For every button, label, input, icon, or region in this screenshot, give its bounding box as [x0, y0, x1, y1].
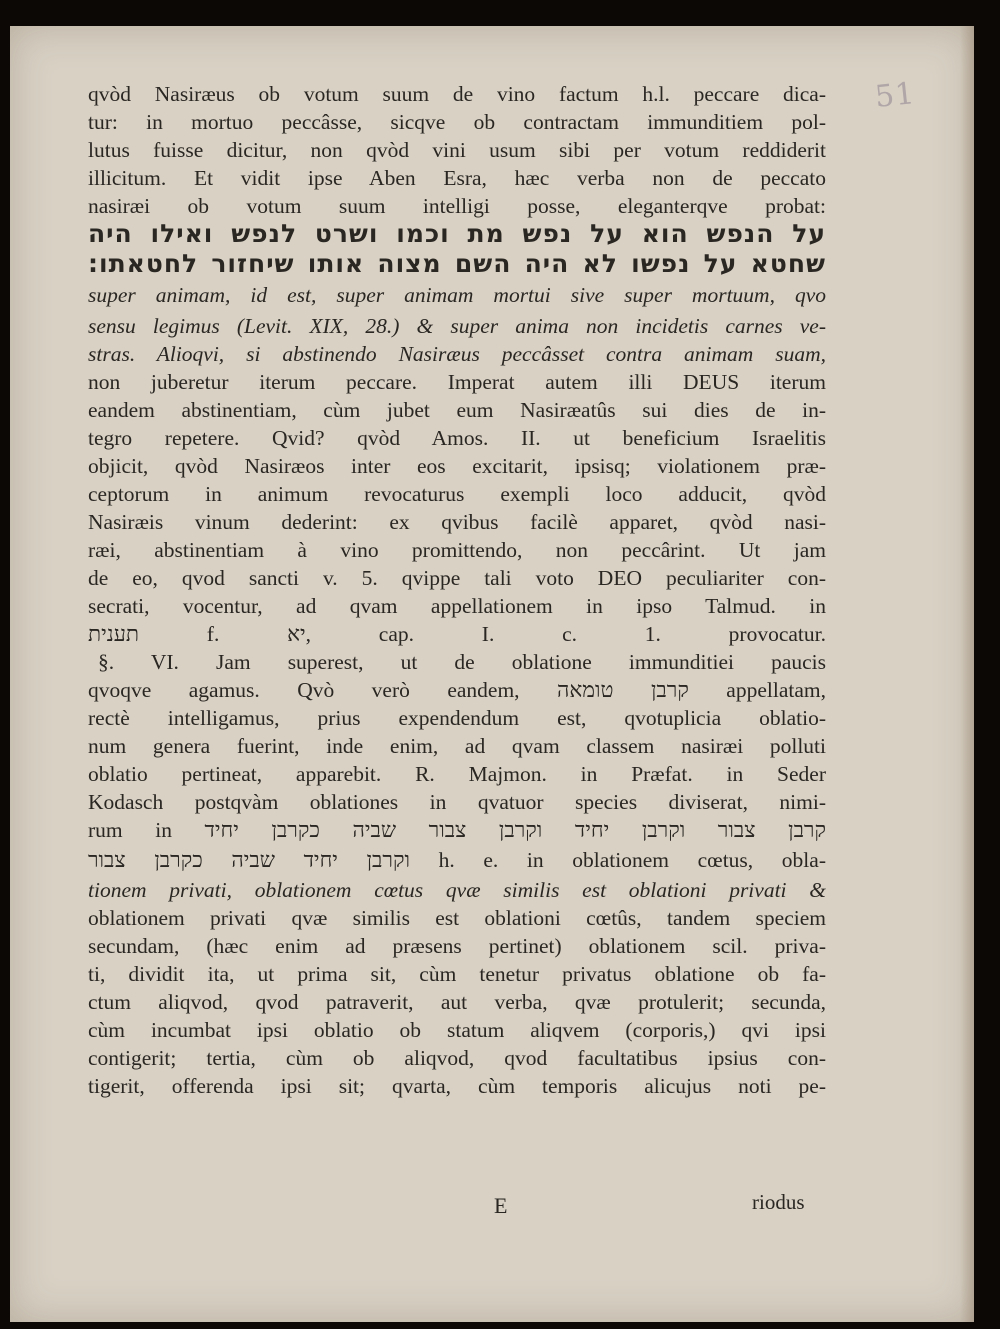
text-line: tegro repetere. Qvid? qvòd Amos. II. ut beneficium Israelitis	[88, 426, 826, 450]
text-line: de eo, qvod sancti v. 5. qvippe tali voto DEO peculiariter con-	[88, 566, 826, 590]
text-line: sensu legimus (Levit. XIX, 28.) & super anima non incidetis carnes ve-	[88, 314, 826, 338]
text-line: tionem privati, oblationem cœtus qvæ similis est oblationi privati &	[88, 878, 826, 902]
text-line: וקרבן יחיד שביה כקרבן צבור h. e. in oblationem cœtus, obla-	[88, 848, 826, 872]
catchword: riodus	[752, 1190, 805, 1214]
signature-mark: E	[494, 1193, 508, 1218]
text-line: Nasiræis vinum dederint: ex qvibus facilè apparet, qvòd nasi-	[88, 510, 826, 534]
text-line: eandem abstinentiam, cùm jubet eum Nasiræatûs sui dies de in-	[88, 398, 826, 422]
text-line: rectè intelligamus, prius expendendum est, qvotuplicia oblatio-	[88, 706, 826, 730]
text-line: תענית f. יא, cap. I. c. 1. provocatur.	[88, 622, 826, 646]
text-line: non juberetur iterum peccare. Imperat autem illi DEUS iterum	[88, 370, 826, 394]
text-line: oblationem privati qvæ similis est oblationi cœtûs, tandem speciem	[88, 906, 826, 930]
text-line: qvòd Nasiræus ob votum suum de vino factum h.l. peccare dica-	[88, 82, 826, 106]
text-line: lutus fuisse dicitur, non qvòd vini usum sibi per votum reddiderit	[88, 138, 826, 162]
text-line: qvoqve agamus. Qvò verò eandem, קרבן טומאה appellatam,	[88, 678, 826, 702]
text-line: cùm incumbat ipsi oblatio ob statum aliqvem (corporis,) qvi ipsi	[88, 1018, 826, 1042]
text-line: ti, dividit ita, ut prima sit, cùm tenetur privatus oblatione ob fa-	[88, 962, 826, 986]
text-line: illicitum. Et vidit ipse Aben Esra, hæc verba non de peccato	[88, 166, 826, 190]
text-line: num genera fuerint, inde enim, ad qvam classem nasiræi polluti	[88, 734, 826, 758]
text-line: tigerit, offerenda ipsi sit; qvarta, cùm temporis alicujus noti pe-	[88, 1074, 826, 1098]
text-line: tur: in mortuo peccâsse, sicqve ob contractam immunditiem pol-	[88, 110, 826, 134]
text-line: objicit, qvòd Nasiræos inter eos excitarit, ipsisq; violationem præ-	[88, 454, 826, 478]
text-line: ceptorum in animum revocaturus exempli loco adducit, qvòd	[88, 482, 826, 506]
text-line: ctum aliqvod, qvod patraverit, aut verba, qvæ protulerit; secunda,	[88, 990, 826, 1014]
text-line: secundam, (hæc enim ad præsens pertinet) oblationem scil. priva-	[88, 934, 826, 958]
text-line: שחטא על נפשו לא היה השם מצוה אותו שיחזור לחטאתו:	[88, 250, 826, 278]
text-line: rum in קרבן צבור וקרבן יחיד וקרבן צבור שביה כקרבן יחיד	[88, 818, 826, 842]
page-number: 51	[873, 75, 917, 116]
text-line: ræi, abstinentiam à vino promittendo, non peccârint. Ut jam	[88, 538, 826, 562]
text-line: super animam, id est, super animam mortui sive super mortuum, qvo	[88, 283, 826, 307]
text-line: stras. Alioqvi, si abstinendo Nasiræus peccâsset contra animam suam,	[88, 342, 826, 366]
text-line: על הנפש הוא על נפש מת וכמו ושרט לנפש ואילו היה	[88, 220, 826, 248]
text-line: §. VI. Jam superest, ut de oblatione immunditiei paucis	[98, 650, 826, 674]
text-line: oblatio pertineat, apparebit. R. Majmon. in Præfat. in Seder	[88, 762, 826, 786]
text-line: secrati, vocentur, ad qvam appellationem in ipso Talmud. in	[88, 594, 826, 618]
text-line: Kodasch postqvàm oblationes in qvatuor species diviserat, nimi-	[88, 790, 826, 814]
book-page	[10, 26, 974, 1322]
text-line: contigerit; tertia, cùm ob aliqvod, qvod facultatibus ipsius con-	[88, 1046, 826, 1070]
text-line: nasiræi ob votum suum intelligi posse, eleganterqve probat:	[88, 194, 826, 218]
